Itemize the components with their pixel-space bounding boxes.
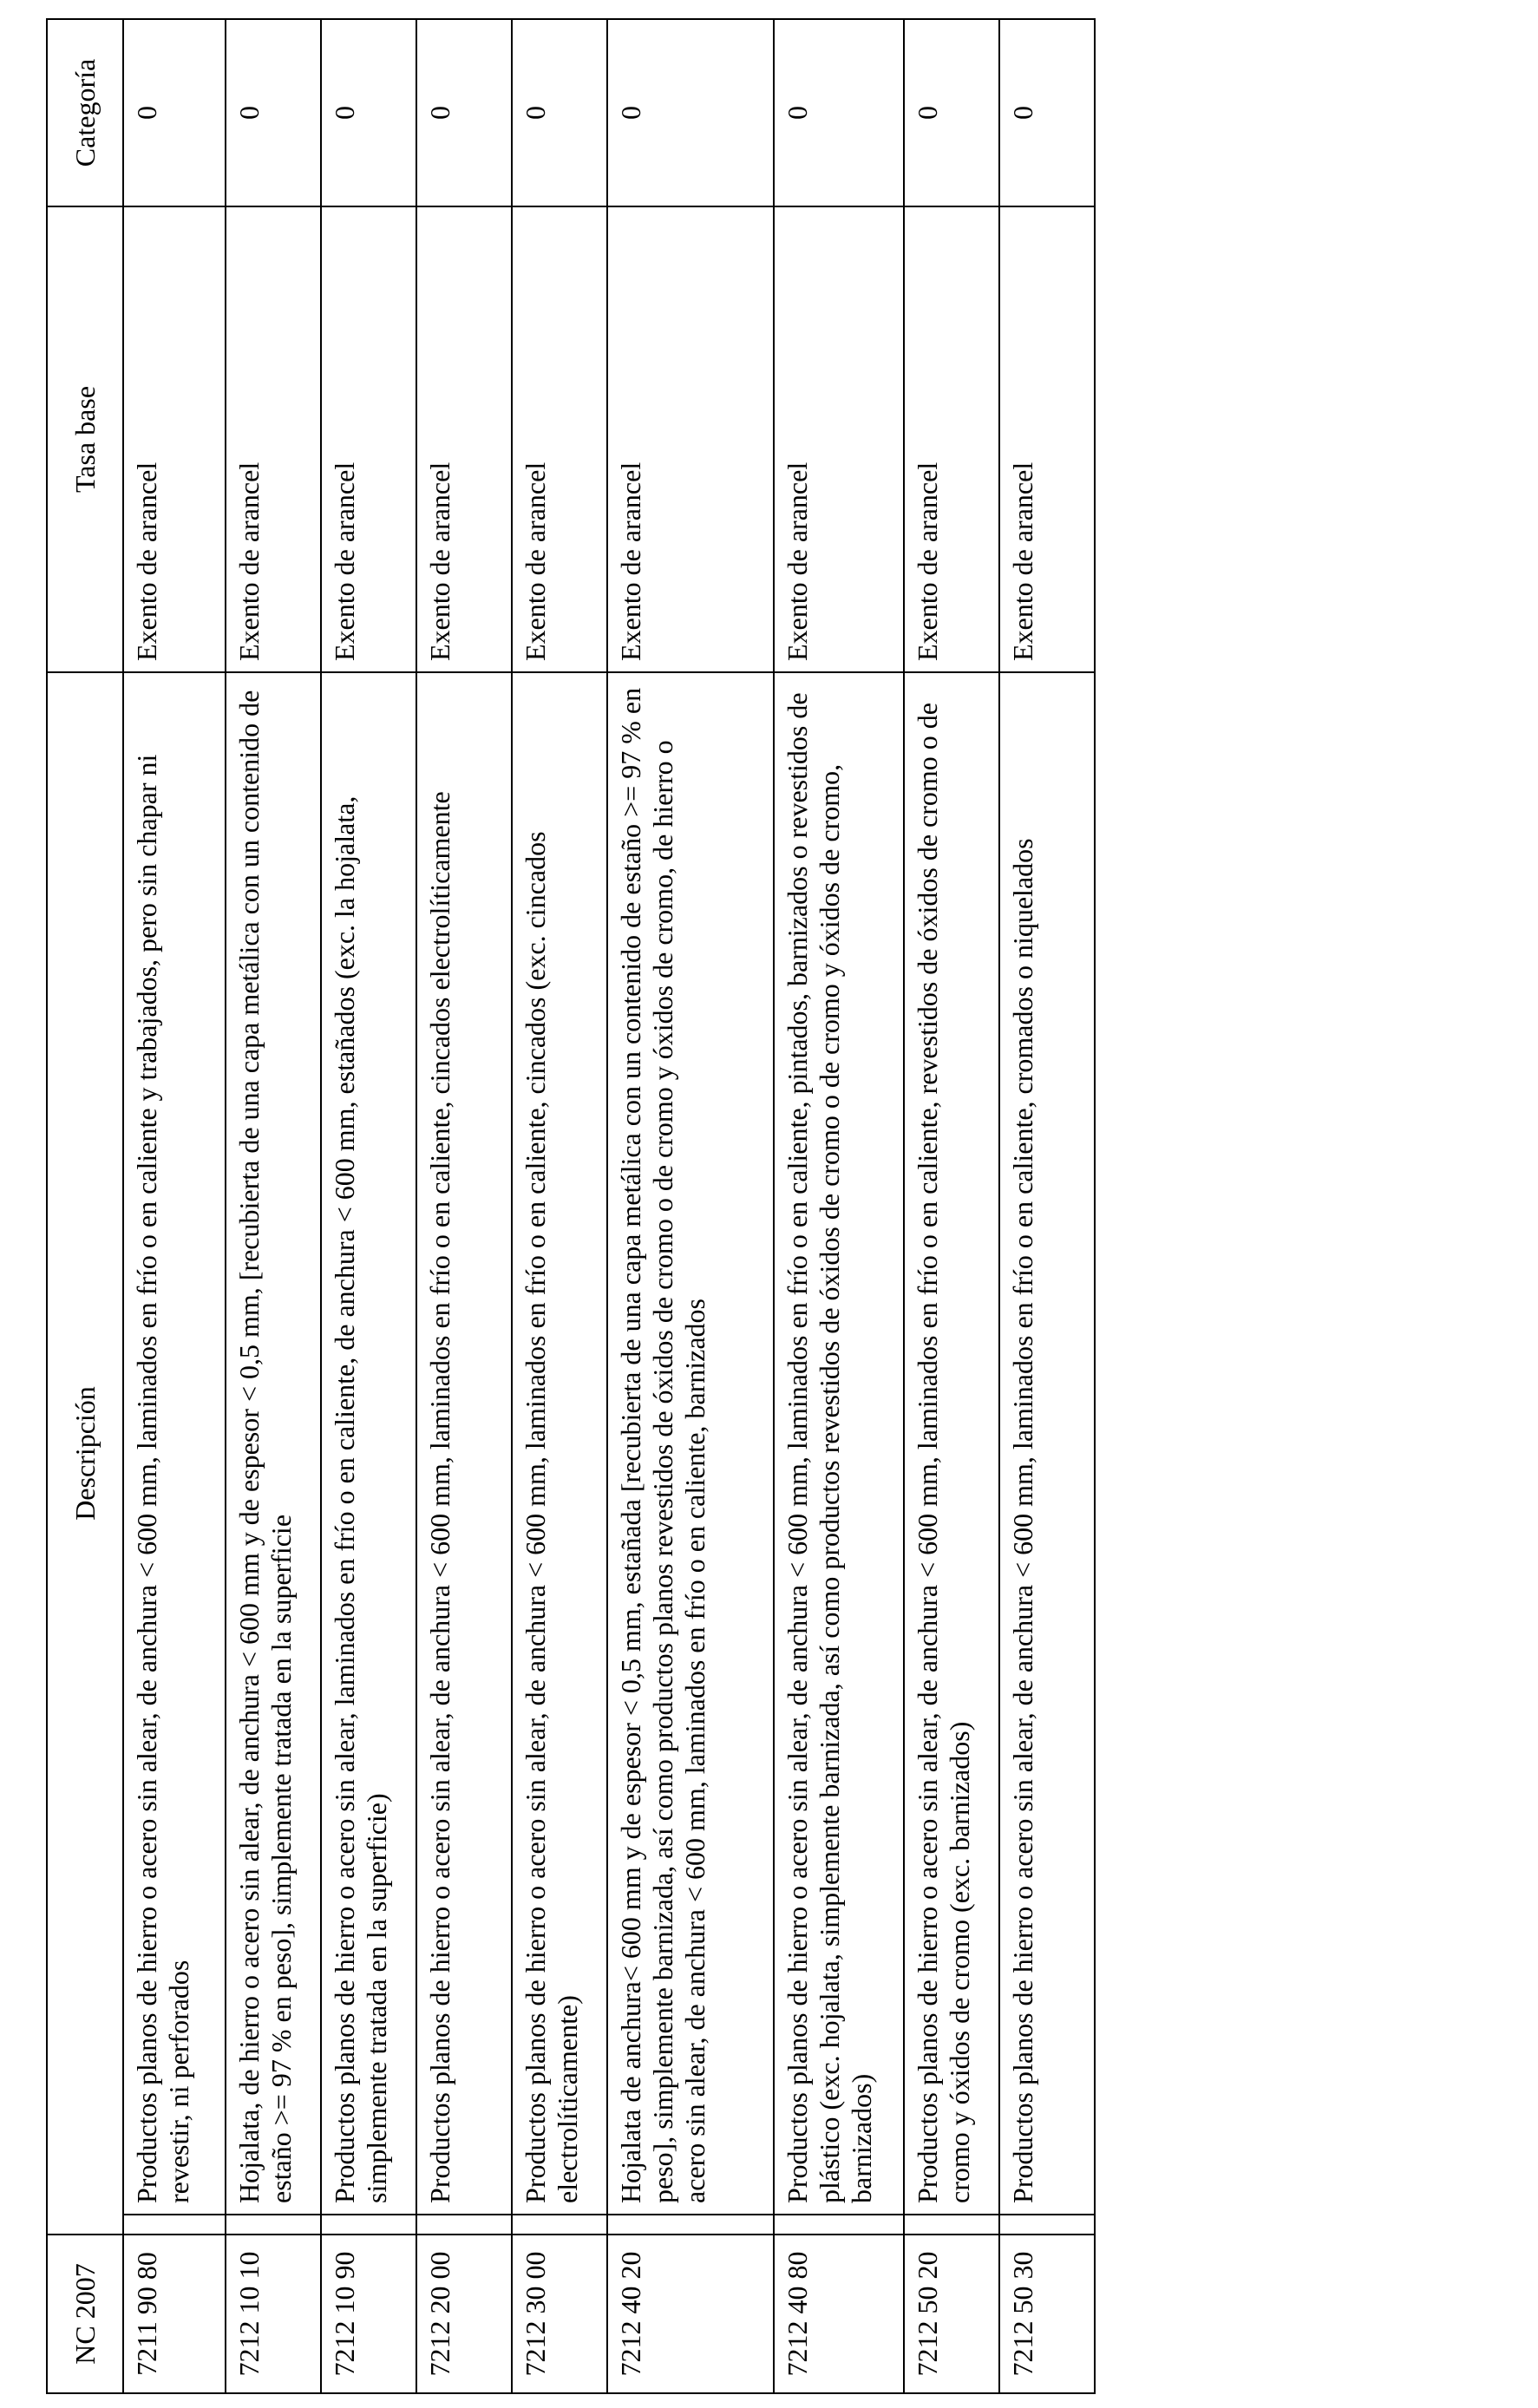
- header-tasa: Tasa base: [47, 206, 123, 672]
- header-nc: NC 2007: [47, 2235, 123, 2393]
- table-row: [321, 19, 416, 2393]
- cell-descripcion: Productos planos de hierro o acero sin alear, de anchura < 600 mm, laminados en frío o en caliente, cromados o niquelados: [999, 672, 1095, 2215]
- cell-tasa: Exento de arancel: [904, 206, 999, 672]
- cell-categoria: 0: [123, 19, 226, 206]
- cell-descripcion: Productos planos de hierro o acero sin alear, de anchura < 600 mm, laminados en frío o en caliente, cincados (exc. cincados electrolíticamente): [512, 672, 607, 2215]
- cell-nc: 7212 50 20: [904, 2235, 999, 2393]
- table-row: [416, 19, 512, 2393]
- table-row: [123, 19, 226, 2393]
- cell-categoria: 0: [607, 19, 774, 206]
- cell-descripcion: Productos planos de hierro o acero sin alear, de anchura < 600 mm, laminados en frío o en caliente, pintados, barnizados o revestidos de plástico (exc. hojalata, simplemente barnizada, así como productos revestidos de óxidos de cromo o de cromo y óxidos de cromo, barnizados): [774, 672, 904, 2215]
- cell-descripcion: Productos planos de hierro o acero sin alear, de anchura < 600 mm, laminados en frío o en caliente, revestidos de óxidos de cromo o de cromo y óxidos de cromo (exc. barnizados): [904, 672, 999, 2215]
- cell-categoria: 0: [999, 19, 1095, 206]
- cell-tasa: Exento de arancel: [321, 206, 416, 672]
- cell-descripcion: Productos planos de hierro o acero sin alear, laminados en frío o en caliente, de anchura < 600 mm, estañados (exc. la hojalata, simplemente tratada en la superficie): [321, 672, 416, 2215]
- cell-categoria: 0: [512, 19, 607, 206]
- table-header-row: [47, 19, 123, 2393]
- cell-descripcion: Hojalata de anchura< 600 mm y de espesor < 0,5 mm, estañada [recubierta de una capa metálica con un contenido de estaño >= 97 % en peso], simplemente barnizada, así como productos planos revestidos de óxidos de cromo o de cromo y óxidos de cromo, de hierro o acero sin alear, de anchura < 600 mm, laminados en frío o en caliente, barnizados: [607, 672, 774, 2215]
- cell-nc: 7212 10 90: [321, 2235, 416, 2393]
- table-row: [607, 19, 774, 2393]
- cell-nc: 7212 30 00: [512, 2235, 607, 2393]
- cell-descripcion: Productos planos de hierro o acero sin alear, de anchura < 600 mm, laminados en frío o en caliente, cincados electrolíticamente: [416, 672, 512, 2215]
- cell-tasa: Exento de arancel: [999, 206, 1095, 672]
- cell-spacer: [123, 2215, 226, 2235]
- cell-nc: 7212 50 30: [999, 2235, 1095, 2393]
- cell-tasa: Exento de arancel: [123, 206, 226, 672]
- cell-spacer: [774, 2215, 904, 2235]
- cell-nc: 7211 90 80: [123, 2235, 226, 2393]
- cell-tasa: Exento de arancel: [416, 206, 512, 672]
- header-categoria: Categoría: [47, 19, 123, 206]
- cell-categoria: 0: [226, 19, 321, 206]
- cell-nc: 7212 40 80: [774, 2235, 904, 2393]
- cell-categoria: 0: [321, 19, 416, 206]
- cell-spacer: [607, 2215, 774, 2235]
- cell-nc: 7212 10 10: [226, 2235, 321, 2393]
- cell-spacer: [999, 2215, 1095, 2235]
- table-row: [774, 19, 904, 2393]
- cell-spacer: [226, 2215, 321, 2235]
- cell-nc: 7212 40 20: [607, 2235, 774, 2393]
- cell-descripcion: Hojalata, de hierro o acero sin alear, de anchura < 600 mm y de espesor < 0,5 mm, [recubierta de una capa metálica con un contenido de estaño >= 97 % en peso], simplemente tratada en la superficie: [226, 672, 321, 2215]
- cell-spacer: [321, 2215, 416, 2235]
- cell-tasa: Exento de arancel: [607, 206, 774, 672]
- cell-tasa: Exento de arancel: [226, 206, 321, 672]
- cell-tasa: Exento de arancel: [512, 206, 607, 672]
- cell-tasa: Exento de arancel: [774, 206, 904, 672]
- cell-nc: 7212 20 00: [416, 2235, 512, 2393]
- cell-spacer: [904, 2215, 999, 2235]
- table-row: [512, 19, 607, 2393]
- cell-categoria: 0: [416, 19, 512, 206]
- tariff-table: [46, 18, 1096, 2394]
- table-row: [904, 19, 999, 2393]
- cell-spacer: [512, 2215, 607, 2235]
- cell-spacer: [416, 2215, 512, 2235]
- rotated-table-wrapper: [46, 20, 1070, 2394]
- cell-descripcion: Productos planos de hierro o acero sin alear, de anchura < 600 mm, laminados en frío o en caliente y trabajados, pero sin chapar ni revestir, ni perforados: [123, 672, 226, 2215]
- cell-categoria: 0: [774, 19, 904, 206]
- table-row: [226, 19, 321, 2393]
- table-row: [999, 19, 1095, 2393]
- header-descripcion: Descripción: [47, 672, 123, 2235]
- cell-categoria: 0: [904, 19, 999, 206]
